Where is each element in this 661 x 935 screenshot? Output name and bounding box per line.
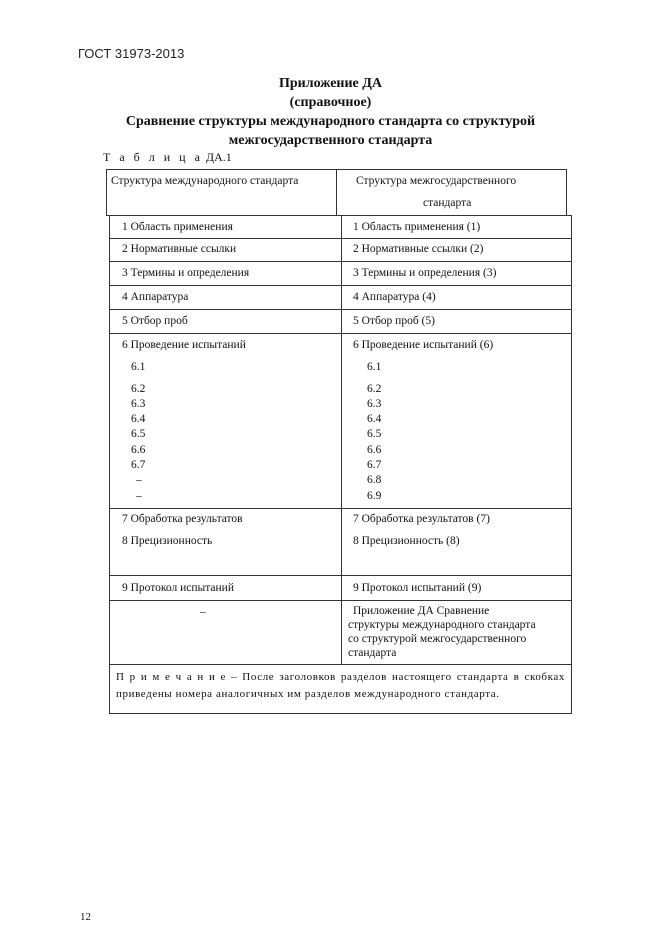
subsection-dash: – — [136, 490, 142, 502]
cell-text: со структурой межгосударственного — [348, 633, 527, 645]
table-row-right — [341, 238, 572, 262]
table-row-left — [109, 600, 342, 665]
subsection-number: 6.6 — [131, 444, 146, 456]
subsection-number: 6.6 — [367, 444, 382, 456]
cell-text: 5 Отбор проб (5) — [353, 315, 435, 327]
table-note-text: П р и м е ч а н и е – После заголовков разделов настоящего стандарта в скобках приведены номера аналогичных им разделов международного стандарта. — [116, 671, 565, 700]
appendix-title: Приложение ДА — [278, 76, 383, 91]
table-row-right — [341, 508, 572, 576]
cell-text: 2 Нормативные ссылки — [122, 243, 237, 255]
cell-text: 8 Прецизионность — [122, 535, 213, 547]
cell-dash: – — [200, 606, 206, 618]
cell-text: 6 Проведение испытаний — [122, 339, 246, 351]
subsection-number: 6.5 — [367, 428, 382, 440]
table-note — [109, 664, 572, 714]
table-row-left — [109, 285, 342, 310]
table-row-right — [341, 333, 572, 509]
table-header-interstate — [336, 169, 567, 216]
table-row-left — [109, 261, 342, 286]
cell-text: 4 Аппаратура — [122, 291, 189, 303]
table-row-right — [341, 309, 572, 334]
subsection-number: 6.1 — [367, 361, 382, 373]
comparison-heading-line1: Сравнение структуры международного стандарта со структурой — [125, 114, 536, 129]
cell-text: 9 Протокол испытаний (9) — [353, 582, 482, 594]
page-number: 12 — [80, 911, 91, 923]
table-row-right — [341, 215, 572, 239]
cell-text: 3 Термины и определения — [122, 267, 250, 279]
cell-text: Приложение ДА Сравнение — [353, 605, 490, 617]
cell-text: 4 Аппаратура (4) — [353, 291, 436, 303]
cell-text: 1 Область применения — [122, 221, 233, 233]
table-row-left — [109, 333, 342, 509]
cell-text: 7 Обработка результатов (7) — [353, 513, 490, 525]
table-caption-prefix: Т а б л и ц а — [103, 150, 203, 164]
table-row-left — [109, 238, 342, 262]
table-caption-id: ДА.1 — [205, 150, 232, 164]
comparison-heading-line2: межгосударственного стандарта — [228, 133, 433, 148]
subsection-number: 6.3 — [367, 398, 382, 410]
table-row-left — [109, 575, 342, 601]
header-international-label: Структура международного стандарта — [111, 175, 299, 187]
cell-text: стандарта — [348, 647, 397, 659]
document-code: ГОСТ 31973-2013 — [78, 46, 185, 61]
subsection-number: 6.4 — [131, 413, 146, 425]
cell-text: 9 Протокол испытаний — [122, 582, 234, 594]
table-caption — [103, 150, 232, 165]
subsection-number: 6.1 — [131, 361, 146, 373]
subsection-number: 6.7 — [131, 459, 146, 471]
cell-text: структуры международного стандарта — [348, 619, 536, 631]
subsection-number: 6.2 — [367, 383, 382, 395]
appendix-kind: (справочное) — [289, 95, 372, 110]
cell-text: 3 Термины и определения (3) — [353, 267, 497, 279]
table-row-left — [109, 215, 342, 239]
subsection-number: 6.3 — [131, 398, 146, 410]
cell-text: 1 Область применения (1) — [353, 221, 481, 233]
cell-text: 6 Проведение испытаний (6) — [353, 339, 494, 351]
cell-text: 2 Нормативные ссылки (2) — [353, 243, 484, 255]
subsection-number: 6.4 — [367, 413, 382, 425]
table-row-right — [341, 600, 572, 665]
header-interstate-label-line1: Структура межгосударственного — [356, 175, 517, 187]
table-row-right — [341, 575, 572, 601]
cell-text: 5 Отбор проб — [122, 315, 188, 327]
subsection-number: 6.8 — [367, 474, 382, 486]
table-row-left — [109, 309, 342, 334]
cell-text: 7 Обработка результатов — [122, 513, 243, 525]
cell-text: 8 Прецизионность (8) — [353, 535, 460, 547]
subsection-number: 6.2 — [131, 383, 146, 395]
subsection-number: 6.7 — [367, 459, 382, 471]
subsection-number: 6.9 — [367, 490, 382, 502]
table-header-international — [106, 169, 337, 216]
table-row-right — [341, 261, 572, 286]
header-interstate-label-line2: стандарта — [423, 197, 472, 209]
table-row-right — [341, 285, 572, 310]
table-row-left — [109, 508, 342, 576]
subsection-number: 6.5 — [131, 428, 146, 440]
subsection-dash: – — [136, 474, 142, 486]
